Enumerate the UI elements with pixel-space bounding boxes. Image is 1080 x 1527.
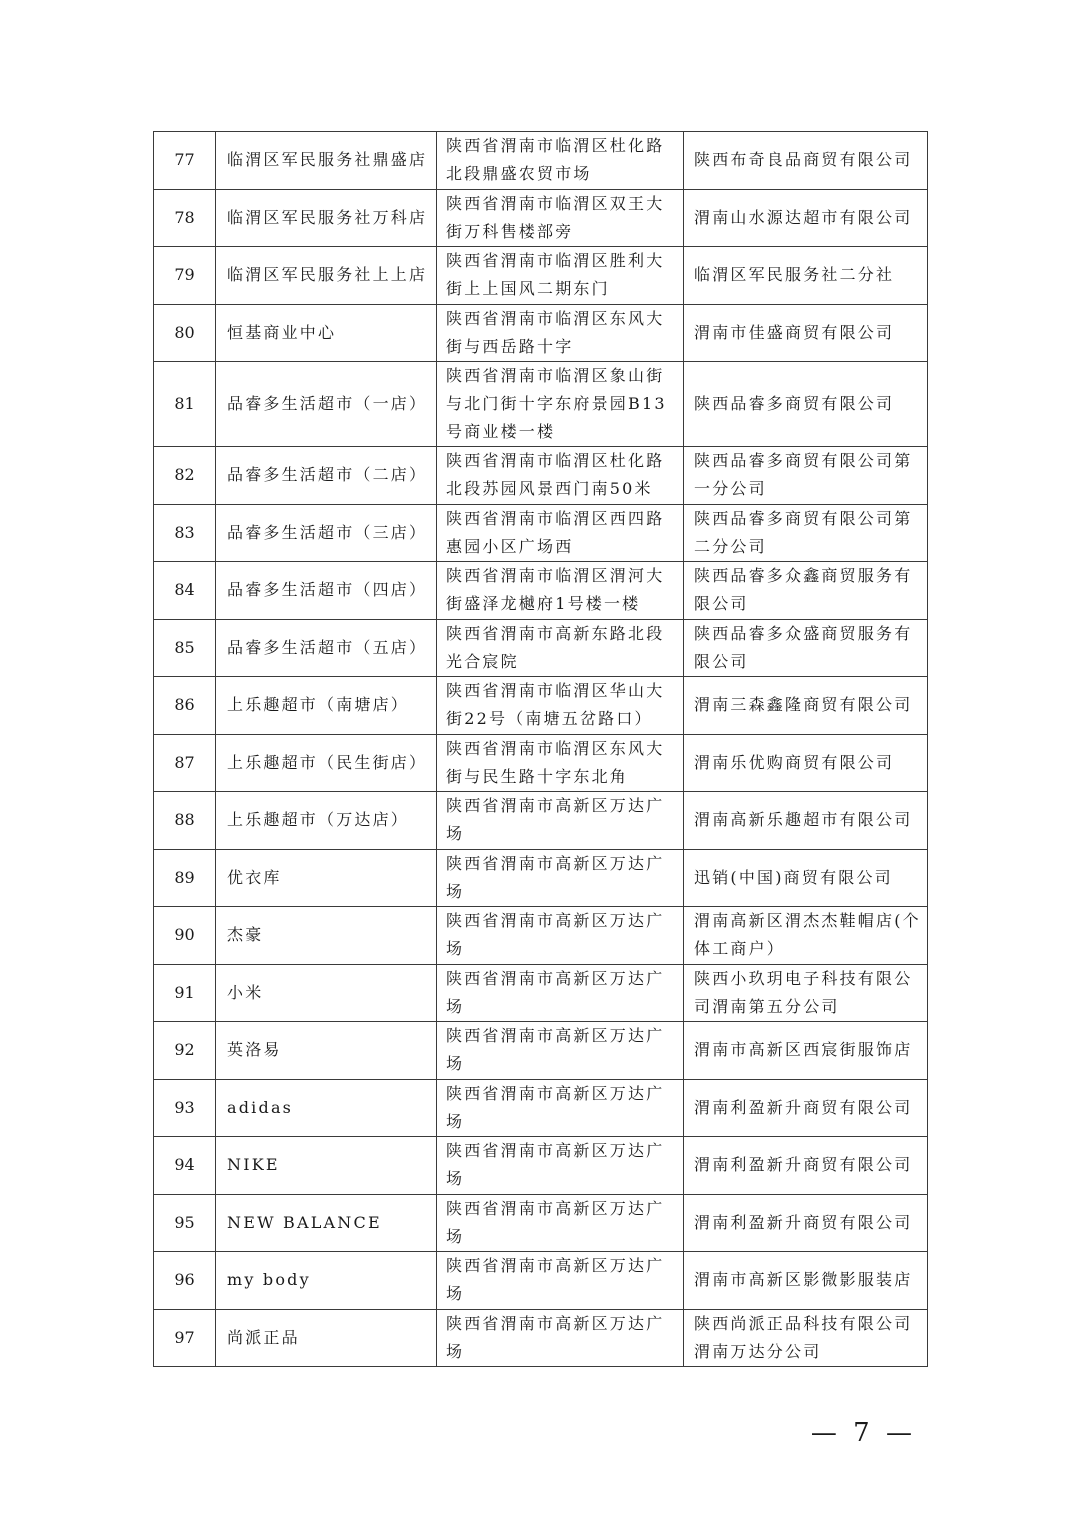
table-row bbox=[154, 849, 928, 907]
store-address: 陕西省渭南市高新区万达广场 bbox=[437, 1194, 684, 1252]
store-address: 陕西省渭南市临渭区东风大街与民生路十字东北角 bbox=[437, 734, 684, 792]
store-name: my body bbox=[216, 1252, 437, 1310]
table-row bbox=[154, 964, 928, 1022]
row-number: 85 bbox=[154, 619, 216, 677]
store-name: 上乐趣超市（万达店） bbox=[216, 792, 437, 850]
row-number: 78 bbox=[154, 189, 216, 247]
store-name: 临渭区军民服务社鼎盛店 bbox=[216, 132, 437, 190]
store-address: 陕西省渭南市高新区万达广场 bbox=[437, 1309, 684, 1367]
table-row bbox=[154, 447, 928, 505]
table-row bbox=[154, 562, 928, 620]
store-name: 优衣库 bbox=[216, 849, 437, 907]
operator-name: 陕西品睿多商贸有限公司第二分公司 bbox=[684, 504, 928, 562]
row-number: 95 bbox=[154, 1194, 216, 1252]
store-address: 陕西省渭南市高新区万达广场 bbox=[437, 907, 684, 965]
page-number: — 7 — bbox=[810, 1418, 916, 1448]
store-address: 陕西省渭南市临渭区西四路惠园小区广场西 bbox=[437, 504, 684, 562]
store-name: 小米 bbox=[216, 964, 437, 1022]
operator-name: 临渭区军民服务社二分社 bbox=[684, 247, 928, 305]
store-name: 上乐趣超市（民生街店） bbox=[216, 734, 437, 792]
store-address: 陕西省渭南市临渭区杜化路北段苏园风景西门南50米 bbox=[437, 447, 684, 505]
operator-name: 渭南高新区渭杰杰鞋帽店(个体工商户） bbox=[684, 907, 928, 965]
store-name: 临渭区军民服务社万科店 bbox=[216, 189, 437, 247]
operator-name: 陕西布奇良品商贸有限公司 bbox=[684, 132, 928, 190]
store-address: 陕西省渭南市高新区万达广场 bbox=[437, 1079, 684, 1137]
operator-name: 渭南山水源达超市有限公司 bbox=[684, 189, 928, 247]
row-number: 86 bbox=[154, 677, 216, 735]
table-row bbox=[154, 677, 928, 735]
store-address: 陕西省渭南市高新区万达广场 bbox=[437, 1137, 684, 1195]
row-number: 79 bbox=[154, 247, 216, 305]
store-address: 陕西省渭南市临渭区杜化路北段鼎盛农贸市场 bbox=[437, 132, 684, 190]
store-name: 品睿多生活超市（五店） bbox=[216, 619, 437, 677]
row-number: 90 bbox=[154, 907, 216, 965]
table-row bbox=[154, 619, 928, 677]
table-row bbox=[154, 304, 928, 362]
operator-name: 渭南乐优购商贸有限公司 bbox=[684, 734, 928, 792]
store-name: NIKE bbox=[216, 1137, 437, 1195]
row-number: 96 bbox=[154, 1252, 216, 1310]
table-row bbox=[154, 792, 928, 850]
row-number: 97 bbox=[154, 1309, 216, 1367]
table-row bbox=[154, 247, 928, 305]
operator-name: 陕西品睿多众盛商贸服务有限公司 bbox=[684, 619, 928, 677]
row-number: 80 bbox=[154, 304, 216, 362]
table-row bbox=[154, 1022, 928, 1080]
operator-name: 渭南市佳盛商贸有限公司 bbox=[684, 304, 928, 362]
operator-name: 迅销(中国)商贸有限公司 bbox=[684, 849, 928, 907]
store-address: 陕西省渭南市临渭区华山大街22号（南塘五岔路口） bbox=[437, 677, 684, 735]
store-address: 陕西省渭南市临渭区象山街与北门街十字东府景园B13号商业楼一楼 bbox=[437, 362, 684, 447]
store-address: 陕西省渭南市临渭区胜利大街上上国风二期东门 bbox=[437, 247, 684, 305]
operator-name: 渭南市高新区西宸街服饰店 bbox=[684, 1022, 928, 1080]
table-row bbox=[154, 1079, 928, 1137]
store-name: 品睿多生活超市（四店） bbox=[216, 562, 437, 620]
table-row bbox=[154, 734, 928, 792]
table-row bbox=[154, 1309, 928, 1367]
row-number: 87 bbox=[154, 734, 216, 792]
store-name: adidas bbox=[216, 1079, 437, 1137]
store-name: 品睿多生活超市（三店） bbox=[216, 504, 437, 562]
store-address: 陕西省渭南市高新区万达广场 bbox=[437, 1022, 684, 1080]
store-address: 陕西省渭南市高新区万达广场 bbox=[437, 792, 684, 850]
store-name: 上乐趣超市（南塘店） bbox=[216, 677, 437, 735]
row-number: 84 bbox=[154, 562, 216, 620]
table-row bbox=[154, 907, 928, 965]
store-address: 陕西省渭南市高新区万达广场 bbox=[437, 1252, 684, 1310]
store-address: 陕西省渭南市临渭区东风大街与西岳路十字 bbox=[437, 304, 684, 362]
store-address: 陕西省渭南市高新区万达广场 bbox=[437, 849, 684, 907]
table-row bbox=[154, 1194, 928, 1252]
store-address: 陕西省渭南市临渭区渭河大街盛泽龙樾府1号楼一楼 bbox=[437, 562, 684, 620]
row-number: 82 bbox=[154, 447, 216, 505]
table-row bbox=[154, 189, 928, 247]
operator-name: 陕西小玖玥电子科技有限公司渭南第五分公司 bbox=[684, 964, 928, 1022]
row-number: 88 bbox=[154, 792, 216, 850]
operator-name: 陕西品睿多众鑫商贸服务有限公司 bbox=[684, 562, 928, 620]
store-name: 临渭区军民服务社上上店 bbox=[216, 247, 437, 305]
row-number: 93 bbox=[154, 1079, 216, 1137]
row-number: 81 bbox=[154, 362, 216, 447]
store-address: 陕西省渭南市高新区万达广场 bbox=[437, 964, 684, 1022]
row-number: 77 bbox=[154, 132, 216, 190]
operator-name: 渭南利盈新升商贸有限公司 bbox=[684, 1079, 928, 1137]
row-number: 89 bbox=[154, 849, 216, 907]
store-list-table bbox=[153, 131, 928, 1367]
store-name: 尚派正品 bbox=[216, 1309, 437, 1367]
operator-name: 陕西品睿多商贸有限公司第一分公司 bbox=[684, 447, 928, 505]
table-row bbox=[154, 1137, 928, 1195]
table-row bbox=[154, 132, 928, 190]
store-address: 陕西省渭南市临渭区双王大街万科售楼部旁 bbox=[437, 189, 684, 247]
store-name: 恒基商业中心 bbox=[216, 304, 437, 362]
store-name: 品睿多生活超市（一店） bbox=[216, 362, 437, 447]
store-name: NEW BALANCE bbox=[216, 1194, 437, 1252]
store-name: 杰豪 bbox=[216, 907, 437, 965]
operator-name: 渭南市高新区影微影服装店 bbox=[684, 1252, 928, 1310]
store-name: 品睿多生活超市（二店） bbox=[216, 447, 437, 505]
row-number: 94 bbox=[154, 1137, 216, 1195]
operator-name: 陕西尚派正品科技有限公司渭南万达分公司 bbox=[684, 1309, 928, 1367]
row-number: 83 bbox=[154, 504, 216, 562]
table-row bbox=[154, 504, 928, 562]
table-row bbox=[154, 362, 928, 447]
row-number: 92 bbox=[154, 1022, 216, 1080]
store-address: 陕西省渭南市高新东路北段光合宸院 bbox=[437, 619, 684, 677]
table-row bbox=[154, 1252, 928, 1310]
operator-name: 陕西品睿多商贸有限公司 bbox=[684, 362, 928, 447]
operator-name: 渭南利盈新升商贸有限公司 bbox=[684, 1137, 928, 1195]
operator-name: 渭南利盈新升商贸有限公司 bbox=[684, 1194, 928, 1252]
store-name: 英洛易 bbox=[216, 1022, 437, 1080]
operator-name: 渭南三森鑫隆商贸有限公司 bbox=[684, 677, 928, 735]
row-number: 91 bbox=[154, 964, 216, 1022]
operator-name: 渭南高新乐趣超市有限公司 bbox=[684, 792, 928, 850]
